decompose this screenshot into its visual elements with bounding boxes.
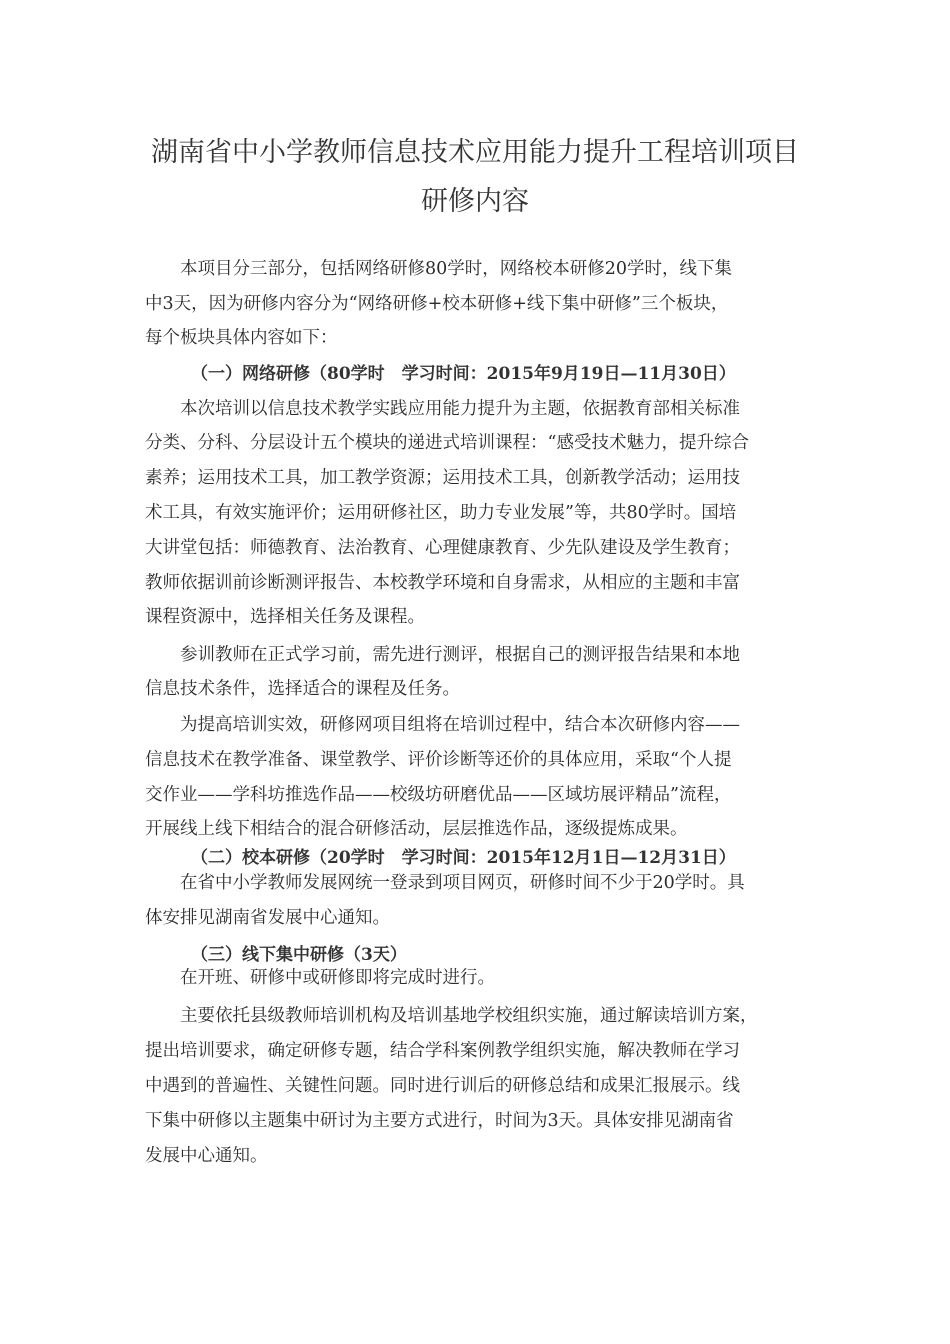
- paragraph-line: 在省中小学教师发展网统一登录到项目网页，研修时间不少于20学时。具: [145, 873, 745, 893]
- paragraph-line: 课程资源中，选择相关任务及课程。: [145, 607, 425, 627]
- paragraph-line: 体安排见湖南省发展中心通知。: [145, 908, 390, 928]
- paragraph-line: 术工具，有效实施评价；运用研修社区，助力专业发展”等，共80学时。国培: [145, 503, 737, 523]
- intro-line: 本项目分三部分，包括网络研修80学时，网络校本研修20学时，线下集: [145, 259, 733, 279]
- paragraph-line: 大讲堂包括：师德教育、法治教育、心理健康教育、少先队建设及学生教育；: [145, 538, 740, 558]
- paragraph-line: 参训教师在正式学习前，需先进行测评，根据自己的测评报告结果和本地: [145, 645, 740, 665]
- paragraph-line: 中遇到的普遍性、关键性问题。同时进行训后的研修总结和成果汇报展示。线: [145, 1076, 740, 1096]
- document-title-line-1: 湖南省中小学教师信息技术应用能力提升工程培训项目: [151, 137, 799, 168]
- paragraph-line: 素养；运用技术工具，加工教学资源；运用技术工具，创新教学活动；运用技: [145, 468, 740, 488]
- paragraph-line: 分类、分科、分层设计五个模块的递进式培训课程：“感受技术魅力，提升综合: [145, 433, 749, 453]
- section-heading-online-training: （一）网络研修（80学时 学习时间：2015年9月19日—11月30日）: [191, 364, 736, 384]
- section-heading-offline-training: （三）线下集中研修（3天）: [191, 945, 407, 965]
- document-title-line-2: 研修内容: [421, 186, 529, 217]
- section-heading-school-based-training: （二）校本研修（20学时 学习时间：2015年12月1日—12月31日）: [191, 848, 736, 868]
- paragraph-line: 本次培训以信息技术教学实践应用能力提升为主题，依据教育部相关标准: [145, 399, 740, 419]
- intro-line: 每个板块具体内容如下：: [145, 328, 338, 348]
- paragraph-line: 在开班、研修中或研修即将完成时进行。: [145, 968, 495, 988]
- paragraph-line: 交作业——学科坊推选作品——校级坊研磨优品——区域坊展评精品”流程，: [145, 785, 732, 805]
- paragraph-line: 提出培训要求，确定研修专题，结合学科案例教学组织实施，解决教师在学习: [145, 1041, 740, 1061]
- paragraph-line: 信息技术条件，选择适合的课程及任务。: [145, 679, 460, 699]
- paragraph-line: 教师依据训前诊断测评报告、本校教学环境和自身需求，从相应的主题和丰富: [145, 573, 740, 593]
- paragraph-line: 信息技术在教学准备、课堂教学、评价诊断等还价的具体应用，采取“个人提: [145, 750, 732, 770]
- paragraph-line: 为提高培训实效，研修网项目组将在培训过程中，结合本次研修内容——: [145, 715, 740, 735]
- paragraph-line: 主要依托县级教师培训机构及培训基地学校组织实施，通过解读培训方案，: [145, 1006, 758, 1026]
- paragraph-line: 发展中心通知。: [145, 1146, 268, 1166]
- paragraph-line: 开展线上线下相结合的混合研修活动，层层推选作品，逐级提炼成果。: [145, 819, 688, 839]
- paragraph-line: 下集中研修以主题集中研讨为主要方式进行，时间为3天。具体安排见湖南省: [145, 1111, 734, 1131]
- intro-line: 中3天，因为研修内容分为“网络研修+校本研修+线下集中研修”三个板块，: [145, 294, 729, 314]
